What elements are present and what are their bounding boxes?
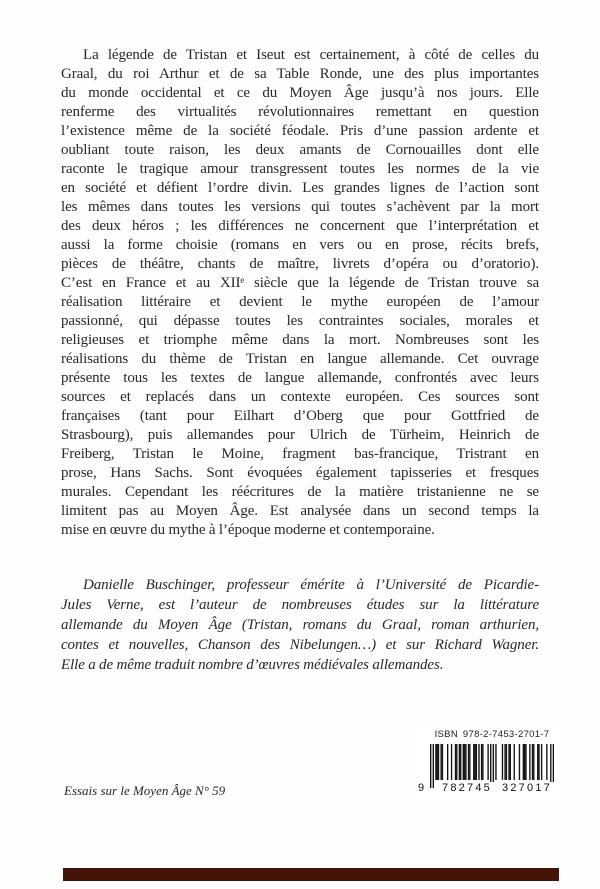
- text-line: présente tous les textes de langue allemande, confrontés avec leurs: [61, 370, 539, 386]
- text-line: pièces de théâtre, chants de maître, livrets d’opéra ou d’oratorio).: [61, 256, 539, 272]
- collection-series-label: Essais sur le Moyen Âge N° 59: [64, 783, 226, 798]
- text-line: prose, Hans Sachs. Sont évoquées également tapisseries et fresques: [61, 465, 539, 481]
- barcode-digits-right: 327017: [499, 782, 555, 794]
- footer-accent-bar: [63, 868, 559, 881]
- text-line: Elle a de même traduit nombre d’œuvres médiévales allemandes.: [61, 657, 444, 673]
- text-line: sources et replacés dans un contexte européen. Ces sources sont: [61, 389, 539, 405]
- author-note-paragraph: [61, 575, 539, 675]
- isbn-label: ISBN 978-2-7453-2701-7: [434, 729, 550, 740]
- text-line: allemande du Moyen Âge (Tristan, romans du Graal, roman arthurien,: [61, 617, 539, 633]
- text-line: des deux héros ; les différences ne concernent que l’interprétation et: [61, 218, 539, 234]
- text-line: l’existence même de la société féodale. Pris d’une passion ardente et: [61, 123, 539, 139]
- text-line: raconte le tragique amour transgressent toutes les normes de la vie: [61, 161, 539, 177]
- text-line: Strasbourg), puis allemandes pour Ulrich de Türheim, Heinrich de: [61, 427, 539, 443]
- text-line: Jules Verne, est l’auteur de nombreuses études sur la littérature: [61, 597, 539, 613]
- text-line: françaises (tant pour Eilhart d’Oberg que pour Gottfried de: [61, 408, 539, 424]
- barcode-digit-first: 9: [418, 782, 425, 794]
- text-line: murales. Cependant les réécritures de la matière tristanienne ne se: [61, 484, 539, 500]
- text-line: C’est en France et au XIIᵉ siècle que la légende de Tristan trouve sa: [61, 275, 539, 291]
- text-line: mise en œuvre du mythe à l’époque moderne et contemporaine.: [61, 522, 435, 538]
- text-line: du monde occidental et ce du Moyen Âge jusqu’à nos jours. Elle: [61, 85, 539, 101]
- text-line: Danielle Buschinger, professeur émérite à l’Université de Picardie-: [83, 577, 539, 593]
- text-line: renferme des virtualités révolutionnaires remettant en question: [61, 104, 539, 120]
- text-line: réalisations du thème de Tristan en langue allemande. Cet ouvrage: [61, 351, 539, 367]
- text-line: limitent pas au Moyen Âge. Est analysée dans un second temps la: [61, 503, 539, 519]
- text-line: La légende de Tristan et Iseut est certainement, à côté de celles du: [83, 47, 539, 63]
- text-line: passionné, qui dépasse toutes les contraintes sociales, morales et: [61, 313, 539, 329]
- text-line: oubliant toute raison, les deux amants de Cornouailles dont elle: [61, 142, 539, 158]
- text-line: contes et nouvelles, Chanson des Nibelungen…) et sur Richard Wagner.: [61, 637, 539, 653]
- text-line: Freiberg, Tristan le Moine, fragment bas-francique, Tristrant en: [61, 446, 539, 462]
- text-line: aussi la forme choisie (romans en vers ou en prose, récits brefs,: [61, 237, 539, 253]
- text-line: réalisation littéraire et devient le mythe européen de l’amour: [61, 294, 539, 310]
- isbn-panel: [416, 729, 560, 799]
- barcode-digits-left: 782745: [437, 782, 497, 794]
- text-line: religieuses et triomphe même dans la mort. Nombreuses sont les: [61, 332, 539, 348]
- synopsis-paragraph: [61, 46, 539, 540]
- text-line: en société et défient l’ordre divin. Les grandes lignes de l’action sont: [61, 180, 539, 196]
- text-line: Graal, du roi Arthur et de sa Table Ronde, une des plus importantes: [61, 66, 539, 82]
- text-line: les mêmes dans toutes les versions qui toutes s’achèvent par la mort: [61, 199, 539, 215]
